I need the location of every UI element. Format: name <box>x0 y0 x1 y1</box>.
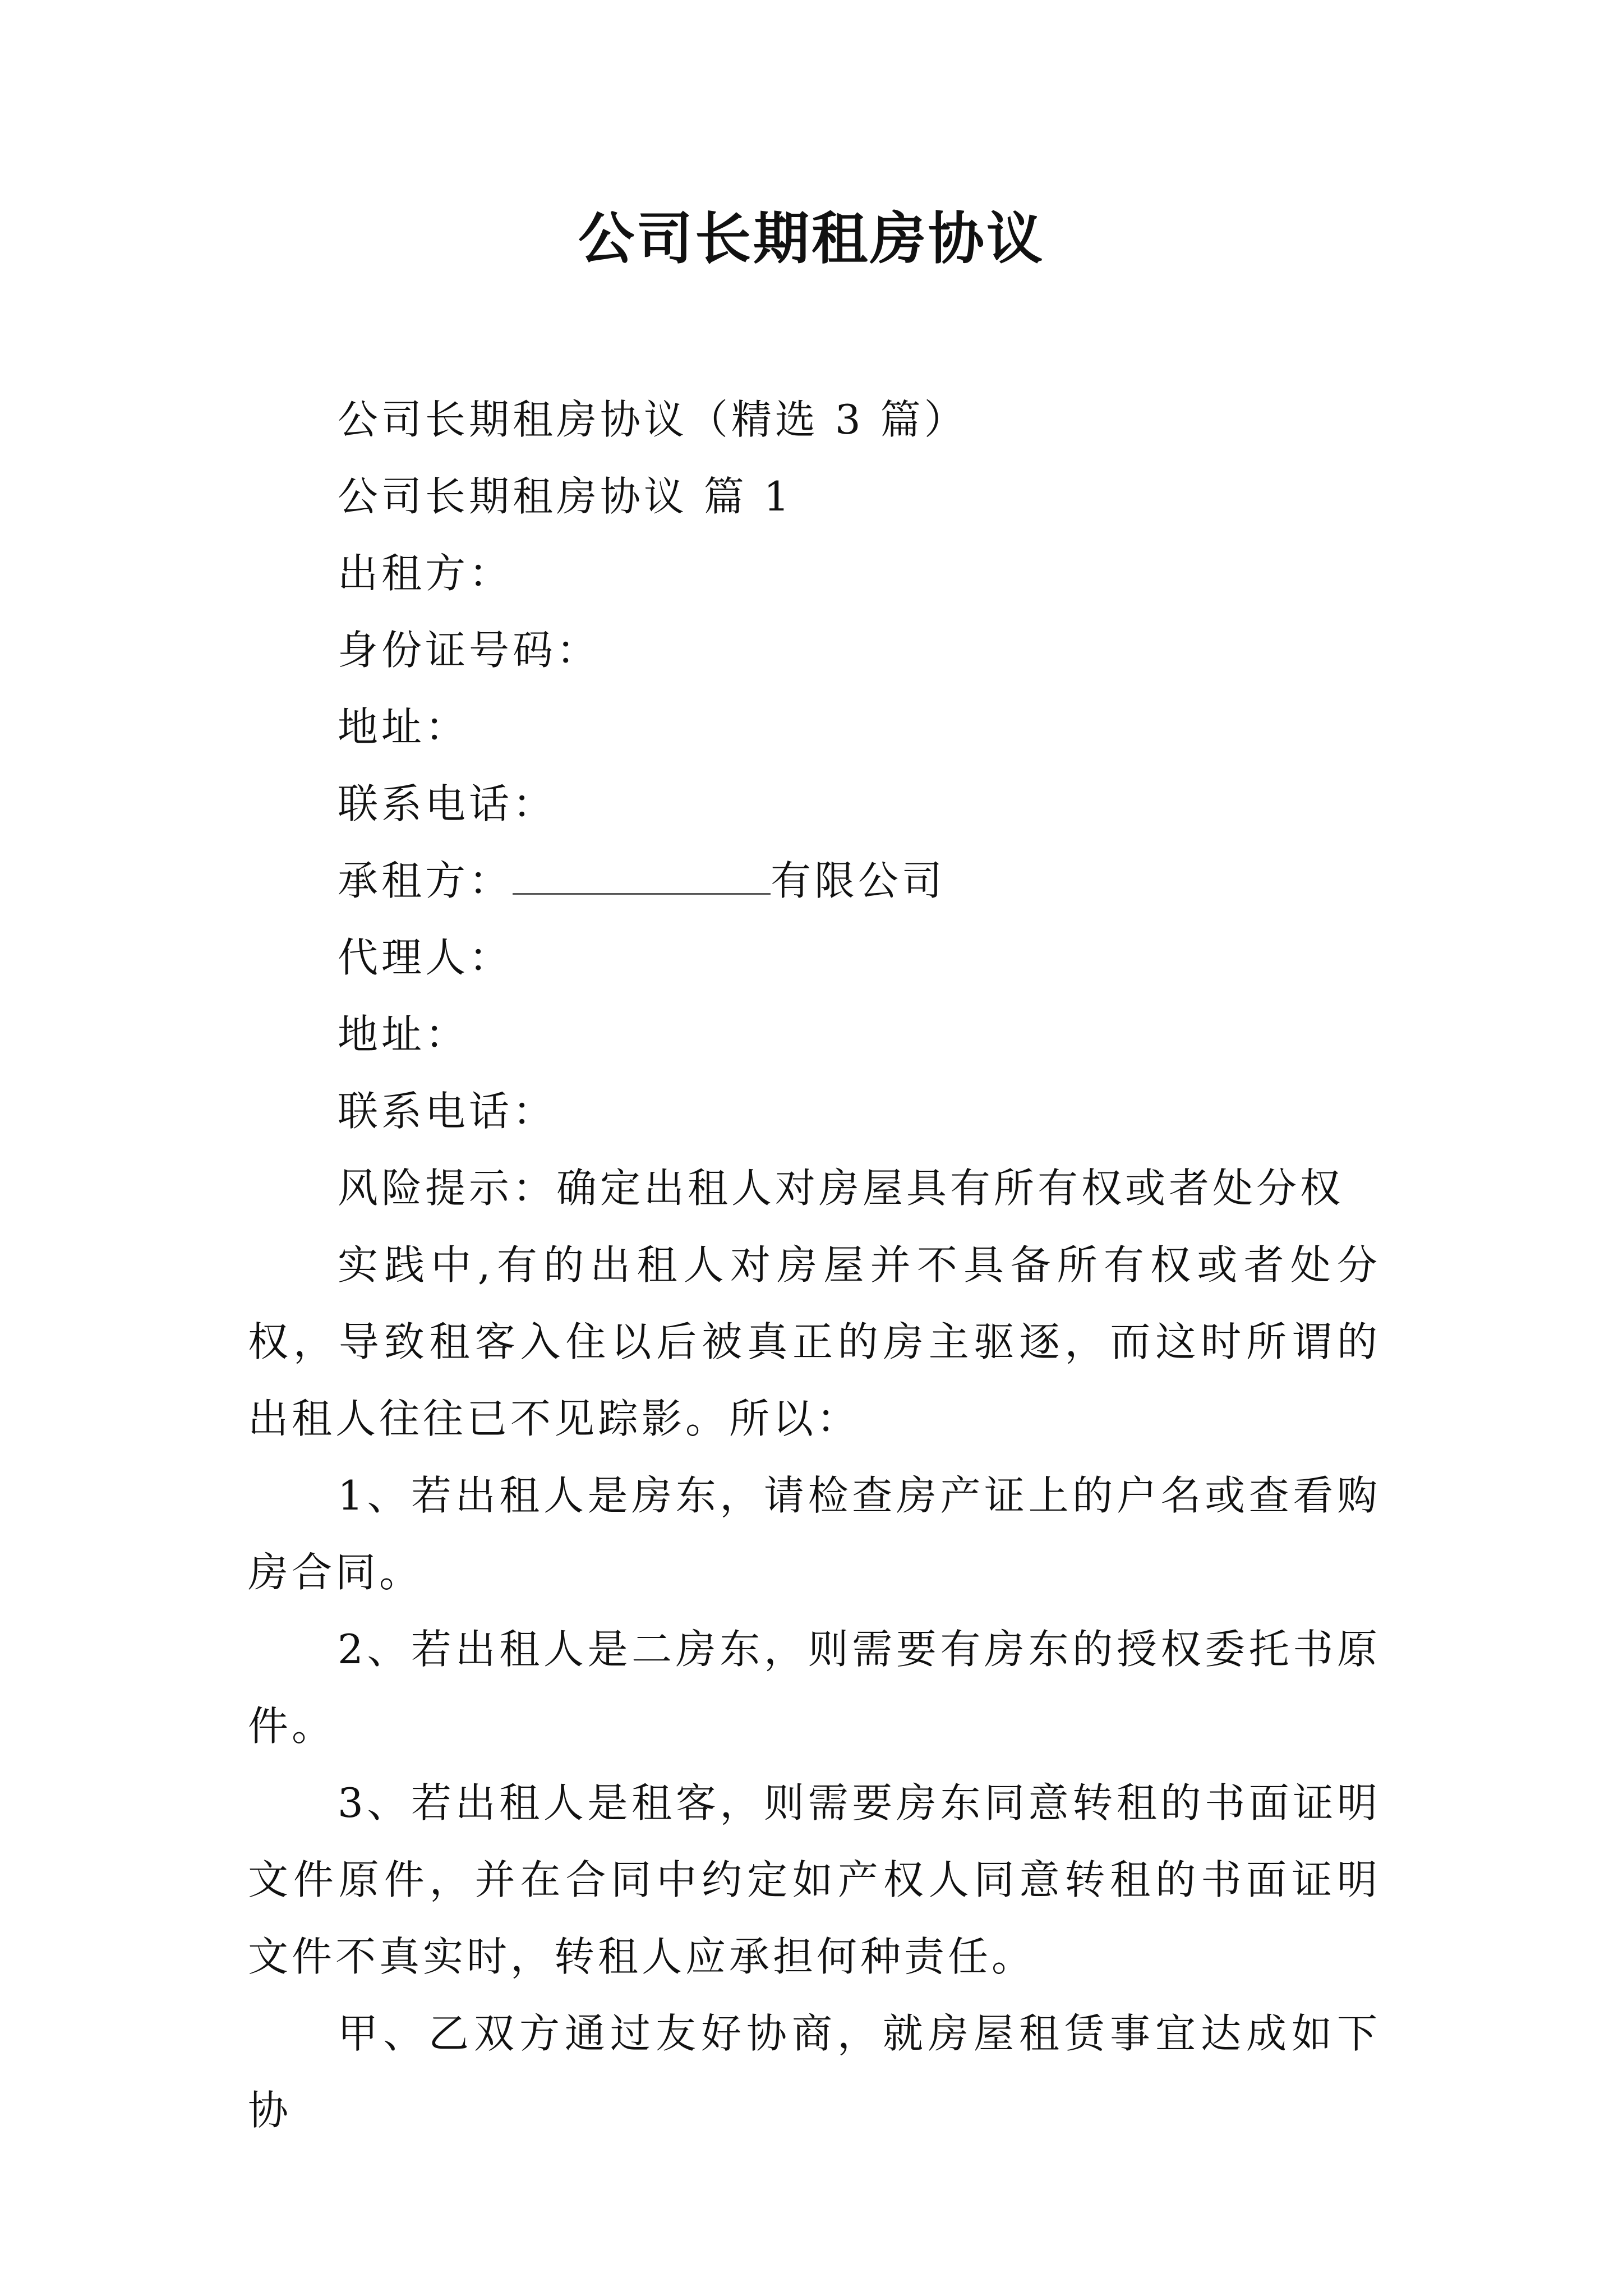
lessee-line <box>248 843 1381 919</box>
practice-paragraph: 实践中,有的出租人对房屋并不具备所有权或者处分权，导致租客入住以后被真正的房主驱逐，而这时所谓的出租人往往已不见踪影。所以： <box>248 1241 1381 1442</box>
document-title: 公司长期租房协议 <box>578 205 1045 272</box>
agreement-paragraph: 甲、乙双方通过友好协商，就房屋租赁事宜达成如下协 <box>248 2010 1381 2134</box>
section-heading: 公司长期租房协议 篇 1 <box>338 473 793 520</box>
list-item-2: 2、若出租人是二房东，则需要有房东的授权委托书原件。 <box>248 1626 1381 1750</box>
lessor-label: 出租方： <box>338 550 513 597</box>
lessor-phone-label: 联系电话： <box>338 780 557 827</box>
document-body <box>248 381 1381 2149</box>
lessee-suffix: 有限公司 <box>771 857 946 904</box>
lessee-address-label: 地址： <box>338 1011 469 1058</box>
risk-heading: 风险提示：确定出租人对房屋具有所有权或者处分权 <box>338 1165 1344 1212</box>
list-item-3: 3、若出租人是租客，则需要房东同意转租的书面证明文件原件，并在合同中约定如产权人同意转租的书面证明文件不真实时，转租人应承担何种责任。 <box>248 1779 1381 1980</box>
id-number-label: 身份证号码： <box>338 627 601 674</box>
agent-label: 代理人： <box>338 934 513 981</box>
lessee-phone-label: 联系电话： <box>338 1088 557 1135</box>
lessee-label: 承租方： <box>338 857 513 904</box>
lessee-name-blank <box>513 859 771 895</box>
lessor-address-label: 地址： <box>338 703 469 751</box>
list-item-1: 1、若出租人是房东，请检查房产证上的户名或查看购房合同。 <box>248 1472 1381 1596</box>
document-subtitle: 公司长期租房协议（精选 3 篇） <box>338 396 968 443</box>
